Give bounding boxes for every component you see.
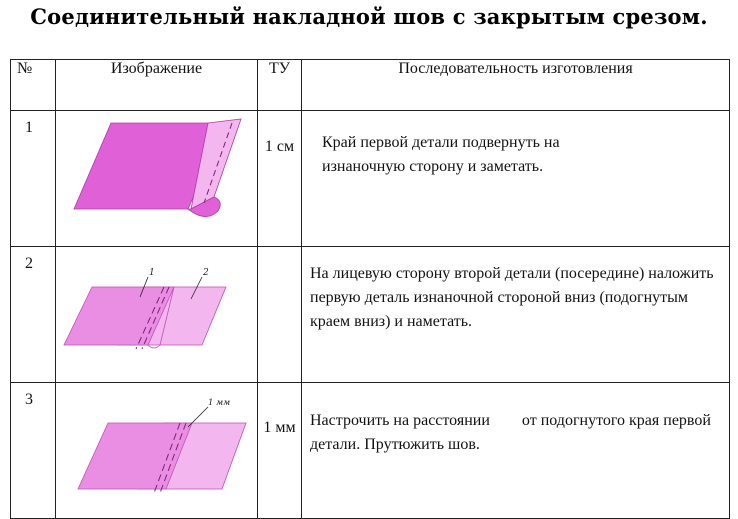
row-number: 1 [11, 111, 56, 247]
step1-illustration [56, 111, 256, 236]
label-1: 1 [149, 268, 155, 278]
row-description-text: На лицевую сторону второй детали (посередине) наложить первую деталь изнаночной стороной вниз (подогнутым краем вниз) и наметать. [310, 265, 714, 330]
step3-illustration [56, 383, 256, 508]
table-row [11, 383, 730, 519]
row-tu [258, 383, 302, 519]
row-tu-value [258, 247, 301, 274]
row-number: 3 [11, 383, 56, 519]
label-2: 2 [203, 268, 209, 278]
header-no: № [11, 60, 56, 111]
label-1mm: 1 мм [208, 398, 231, 408]
table-header-row [11, 60, 730, 111]
row-description [302, 111, 730, 247]
header-tu: ТУ [258, 60, 302, 111]
row-tu-value: 1 мм [263, 419, 296, 436]
seam-table [10, 59, 730, 519]
row-tu [258, 111, 302, 247]
row-image [56, 111, 258, 247]
row-image [56, 247, 258, 383]
row-description [302, 247, 730, 383]
row-description-text: Настрочить на расстоянии от подогнутого края первой детали. Прутюжить шов. [310, 412, 715, 453]
row-tu-value: 1 см [264, 138, 295, 155]
table-row [11, 111, 730, 247]
row-description [302, 383, 730, 519]
row-image [56, 383, 258, 519]
page-title: Соединительный накладной шов с закрытым срезом. [30, 4, 708, 29]
row-description-text: Край первой детали подвернуть на изнаночную сторону и заметать. [322, 134, 560, 175]
table-row [11, 247, 730, 383]
row-number: 2 [11, 247, 56, 383]
step2-illustration [56, 247, 256, 372]
header-image: Изображение [56, 60, 258, 111]
header-sequence: Последовательность изготовления [302, 60, 730, 111]
row-tu [258, 247, 302, 383]
